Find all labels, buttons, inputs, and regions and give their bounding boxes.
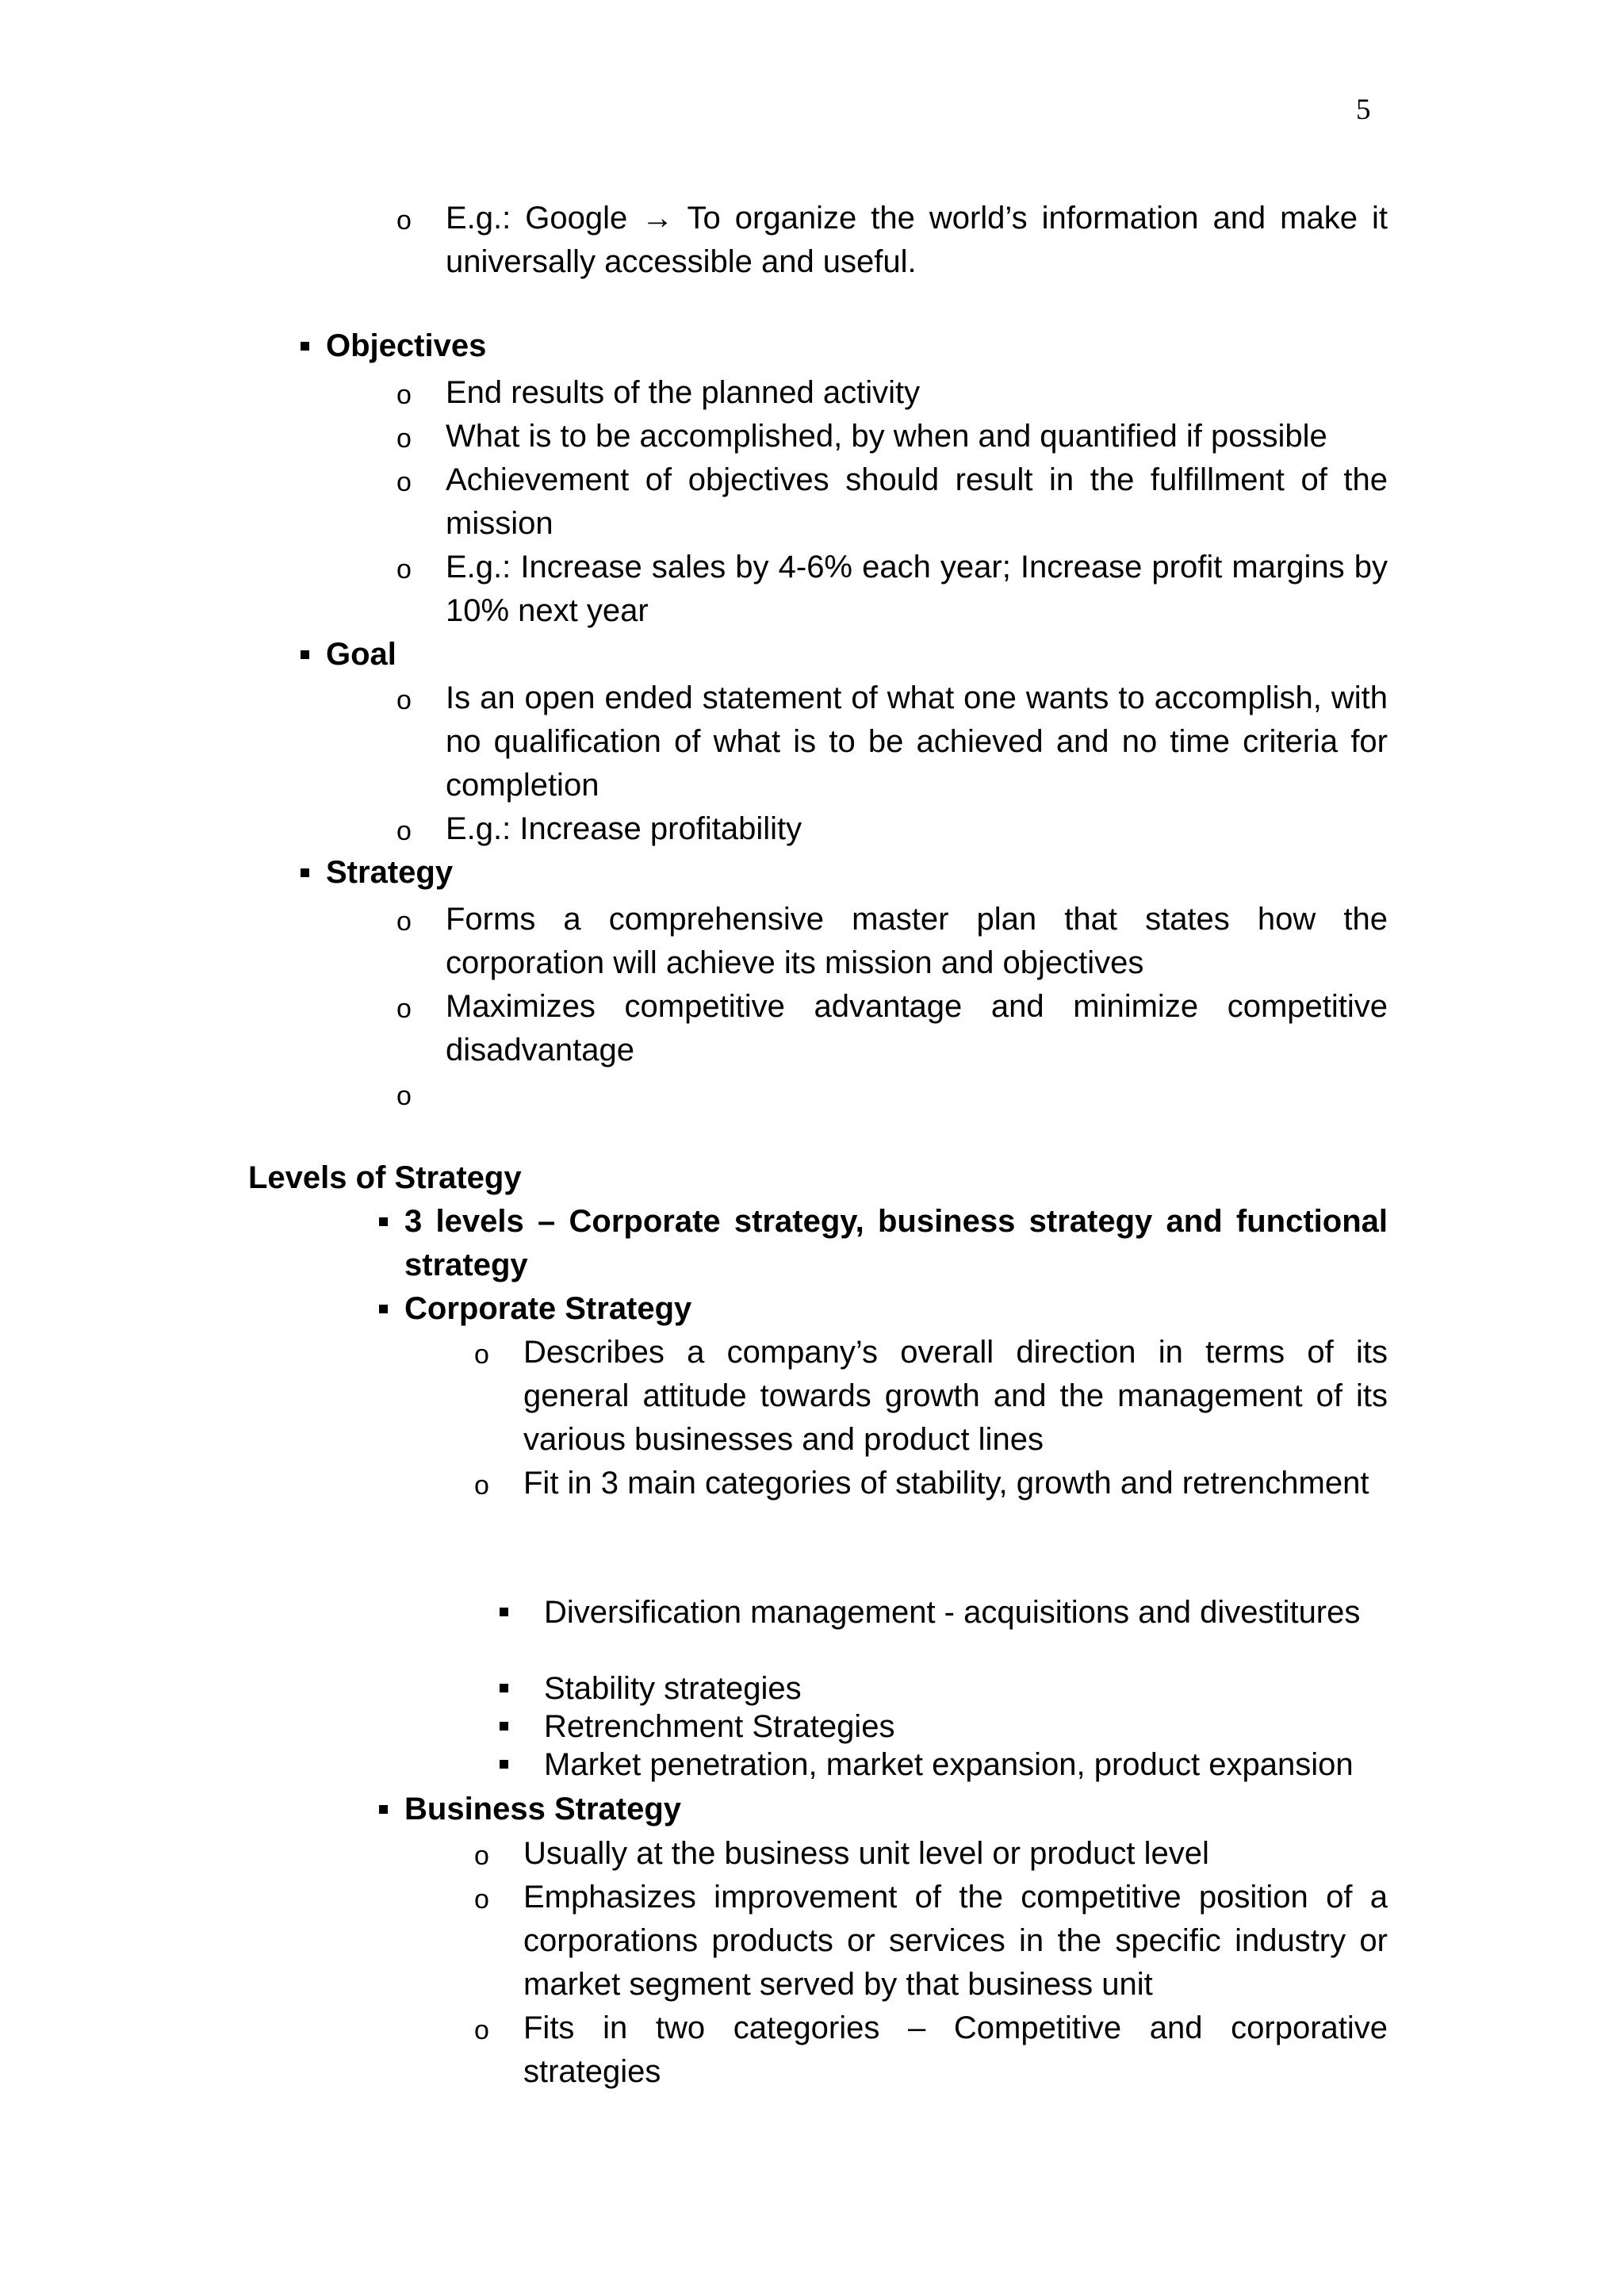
circle-bullet-icon: o	[396, 380, 412, 410]
list-item-text: What is to be accomplished, by when and quantified if possible	[446, 419, 1327, 454]
list-item-text: End results of the planned activity	[446, 375, 921, 410]
square-bullet-icon	[379, 1305, 388, 1313]
section-heading-goal: Goal	[301, 633, 1387, 677]
list-item	[396, 371, 1388, 415]
list-item	[474, 1832, 1388, 1876]
list-item-text: Describes a company’s overall direction in terms of its general attitude towards growth and the management of its various businesses and product lines	[523, 1335, 1388, 1457]
circle-bullet-icon: o	[396, 907, 412, 937]
section-heading-strategy: Strategy	[301, 851, 1387, 895]
circle-bullet-icon: o	[396, 554, 412, 585]
circle-bullet-icon: o	[396, 816, 412, 846]
square-bullet-icon	[500, 1608, 508, 1616]
list-item-text: Fits in two categories – Competitive and corporative strategies	[523, 2010, 1388, 2089]
sub-list-item	[500, 1708, 1388, 1746]
circle-bullet-icon: o	[396, 205, 412, 236]
list-item	[396, 415, 1388, 458]
list-item	[474, 1462, 1388, 1505]
sub-list-item	[500, 1593, 1388, 1631]
circle-bullet-icon: o	[474, 2015, 489, 2045]
square-bullet-icon	[379, 1217, 388, 1226]
page-number: 5	[1356, 94, 1371, 126]
circle-bullet-icon: o	[396, 685, 412, 715]
list-item	[396, 807, 1388, 851]
list-item-text: E.g.: Increase profitability	[446, 811, 802, 846]
list-item	[474, 2007, 1388, 2094]
list-item-text: E.g.: Google → To organize the world’s information and make it universally accessible and useful.	[446, 201, 1388, 279]
list-item-text: Usually at the business unit level or product level	[523, 1836, 1209, 1871]
square-bullet-icon	[301, 342, 309, 351]
section-heading-objectives: Objectives	[301, 324, 1387, 368]
square-bullet-icon	[500, 1684, 508, 1692]
circle-bullet-icon: o	[474, 1884, 489, 1915]
list-item	[396, 458, 1388, 546]
square-bullet-icon	[379, 1805, 388, 1814]
circle-bullet-icon: o	[396, 1081, 412, 1111]
list-item	[474, 1876, 1388, 2007]
list-item-three-levels	[379, 1200, 1388, 1287]
list-item	[396, 898, 1388, 985]
list-item	[396, 197, 1388, 284]
sub-list-item	[500, 1669, 1388, 1708]
list-item	[396, 677, 1388, 807]
section-heading-corporate: Corporate Strategy	[379, 1287, 1388, 1331]
square-bullet-icon	[301, 650, 309, 659]
list-item-text: E.g.: Increase sales by 4-6% each year; Increase profit margins by 10% next year	[446, 550, 1388, 628]
circle-bullet-icon: o	[396, 424, 412, 454]
list-item	[396, 546, 1388, 633]
section-heading-business: Business Strategy	[379, 1788, 1388, 1831]
list-item-text: Fit in 3 main categories of stability, growth and retrenchment	[523, 1466, 1369, 1501]
list-item-text: Forms a comprehensive master plan that states how the corporation will achieve its mission and objectives	[446, 902, 1388, 980]
list-item-text: Market penetration, market expansion, product expansion	[544, 1747, 1354, 1782]
square-bullet-icon	[500, 1760, 508, 1769]
list-item-text: Emphasizes improvement of the competitive position of a corporations products or services in the specific industry or market segment served by that business unit	[523, 1880, 1388, 2002]
list-item-text: Achievement of objectives should result in the fulfillment of the mission	[446, 462, 1388, 541]
list-item-text: Maximizes competitive advantage and minimize competitive disadvantage	[446, 989, 1388, 1068]
list-item	[474, 1331, 1388, 1462]
list-item-text: Retrenchment Strategies	[544, 1709, 895, 1744]
section-heading-levels: Levels of Strategy	[248, 1160, 522, 1195]
circle-bullet-icon: o	[474, 1841, 489, 1871]
list-item-text: Stability strategies	[544, 1671, 802, 1706]
square-bullet-icon	[301, 868, 309, 877]
square-bullet-icon	[500, 1722, 508, 1731]
circle-bullet-icon: o	[396, 467, 412, 497]
list-item-text: Is an open ended statement of what one wants to accomplish, with no qualification of what is to be achieved and no time criteria for completion	[446, 680, 1388, 803]
list-item-text: 3 levels – Corporate strategy, business strategy and functional strategy	[404, 1204, 1388, 1282]
list-item	[396, 985, 1388, 1072]
sub-list-item	[500, 1746, 1388, 1784]
circle-bullet-icon: o	[474, 1340, 489, 1370]
list-item-text: Diversification management - acquisitions and divestitures	[544, 1595, 1361, 1630]
circle-bullet-icon: o	[396, 994, 412, 1024]
circle-bullet-icon: o	[474, 1470, 489, 1501]
